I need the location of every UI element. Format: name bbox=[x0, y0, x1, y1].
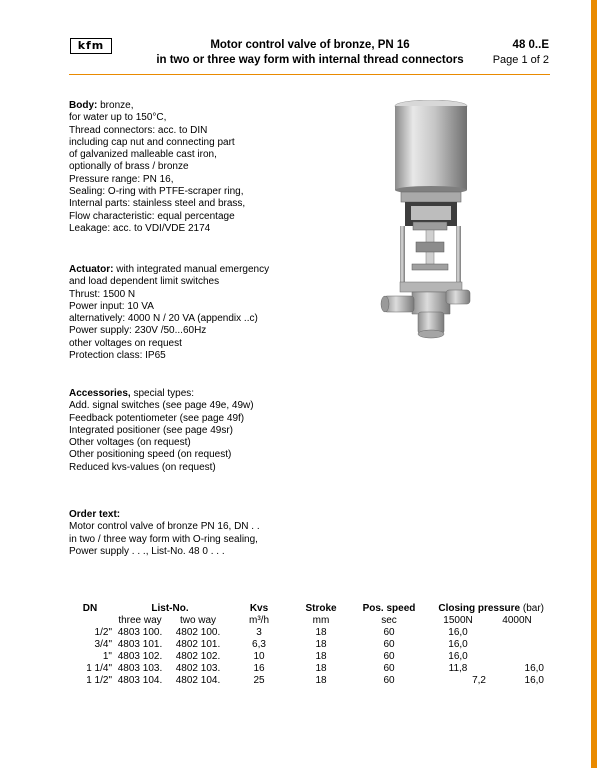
subheader-stroke-unit: mm bbox=[312, 615, 330, 626]
cell-two-way: 4802 101. bbox=[175, 639, 221, 650]
body-line: Thread connectors: acc. to DIN bbox=[69, 124, 208, 136]
cell-stroke: 18 bbox=[315, 627, 327, 638]
page-indicator: Page 1 of 2 bbox=[492, 54, 549, 66]
title-line-1: Motor control valve of bronze, PN 16 bbox=[210, 39, 410, 51]
cell-speed: 60 bbox=[383, 651, 395, 662]
cell-stroke: 18 bbox=[315, 651, 327, 662]
company-logo: kfm bbox=[70, 38, 112, 54]
body-line: Flow characteristic: equal percentage bbox=[69, 210, 235, 222]
body-first: bronze, bbox=[97, 100, 134, 111]
specification-table bbox=[68, 603, 544, 687]
cell-three-way: 4803 104. bbox=[117, 675, 163, 686]
cell-stroke: 18 bbox=[315, 675, 327, 686]
cell-p1500: 16,0 bbox=[448, 639, 468, 650]
cell-two-way: 4802 100. bbox=[175, 627, 221, 638]
table-row bbox=[68, 651, 544, 663]
body-line: including cap nut and connecting part bbox=[69, 136, 235, 148]
cell-p4000: 16,0 bbox=[524, 663, 544, 674]
cell-p1500: 16,0 bbox=[448, 651, 468, 662]
closing-pressure-unit: (bar) bbox=[520, 603, 544, 614]
cell-kvs: 10 bbox=[253, 651, 265, 662]
body-line: optionally of brass / bronze bbox=[69, 161, 189, 173]
cell-three-way: 4803 100. bbox=[117, 627, 163, 638]
accessories-label: Accessories, bbox=[69, 388, 131, 399]
col-header-list-no: List-No. bbox=[151, 603, 189, 614]
accessories-line: Other voltages (on request) bbox=[69, 437, 191, 449]
cell-dn: 1 1/4" bbox=[86, 663, 112, 674]
accessories-line: Other positioning speed (on request) bbox=[69, 449, 232, 461]
cell-stroke: 18 bbox=[315, 663, 327, 674]
order-text-section bbox=[69, 509, 329, 558]
cell-speed: 60 bbox=[383, 663, 395, 674]
accessories-first: special types: bbox=[130, 388, 195, 399]
cell-dn: 1 1/2" bbox=[86, 675, 112, 686]
subheader-three-way: three way bbox=[118, 615, 162, 626]
body-line: Pressure range: PN 16, bbox=[69, 173, 174, 185]
col-header-pos-speed: Pos. speed bbox=[362, 603, 416, 614]
cell-two-way: 4802 103. bbox=[175, 663, 221, 674]
cell-speed: 60 bbox=[383, 675, 395, 686]
order-line: Motor control valve of bronze PN 16, DN . . bbox=[69, 521, 260, 533]
accessories-line: Integrated positioner (see page 49sr) bbox=[69, 424, 233, 436]
page-title bbox=[130, 38, 490, 68]
document-number: 48 0..E bbox=[512, 39, 549, 51]
title-line-2: in two or three way form with internal thread connectors bbox=[156, 54, 464, 66]
col-header-closing-pressure bbox=[426, 603, 544, 615]
actuator-line: and load dependent limit switches bbox=[69, 276, 220, 288]
cell-stroke: 18 bbox=[315, 639, 327, 650]
accessories-line: Reduced kvs-values (on request) bbox=[69, 461, 216, 473]
cell-p4000 bbox=[490, 639, 544, 651]
col-header-kvs: Kvs bbox=[249, 603, 269, 614]
col-header-dn: DN bbox=[82, 603, 98, 614]
body-line: Internal parts: stainless steel and brass, bbox=[69, 198, 246, 210]
body-section bbox=[69, 100, 329, 235]
accessories-section bbox=[69, 388, 329, 474]
cell-dn: 1" bbox=[102, 651, 112, 662]
actuator-line: Power supply: 230V /50...60Hz bbox=[69, 325, 207, 337]
cell-three-way: 4803 101. bbox=[117, 639, 163, 650]
header-divider bbox=[69, 74, 550, 75]
valve-product-image bbox=[378, 100, 478, 340]
cell-p4000: 16,0 bbox=[524, 675, 544, 686]
table-row bbox=[68, 663, 544, 675]
body-label: Body: bbox=[69, 100, 98, 111]
cell-kvs: 6,3 bbox=[252, 639, 266, 650]
actuator-first: with integrated manual emergency bbox=[113, 264, 270, 275]
cell-kvs: 25 bbox=[253, 675, 265, 686]
order-line: in two / three way form with O-ring sealing, bbox=[69, 533, 258, 545]
cell-p1500: 7,2 bbox=[472, 675, 486, 686]
subheader-speed-unit: sec bbox=[381, 615, 397, 626]
actuator-line: Protection class: IP65 bbox=[69, 350, 166, 362]
body-line: of galvanized malleable cast iron, bbox=[69, 149, 217, 161]
cell-p1500: 11,8 bbox=[448, 663, 468, 674]
cell-kvs: 16 bbox=[253, 663, 265, 674]
order-line: Power supply . . ., List-No. 48 0 . . . bbox=[69, 545, 225, 557]
subheader-1500n: 1500N bbox=[443, 615, 473, 626]
cell-kvs: 3 bbox=[256, 627, 262, 638]
cell-two-way: 4802 104. bbox=[175, 675, 221, 686]
actuator-section bbox=[69, 264, 349, 362]
col-header-stroke: Stroke bbox=[305, 603, 337, 614]
actuator-line: alternatively: 4000 N / 20 VA (appendix ..c) bbox=[69, 313, 258, 325]
subheader-4000n: 4000N bbox=[502, 615, 532, 626]
page-edge-bar bbox=[591, 0, 597, 768]
actuator-label: Actuator: bbox=[69, 264, 114, 275]
cell-speed: 60 bbox=[383, 627, 395, 638]
cell-p4000 bbox=[490, 651, 544, 663]
actuator-line: Power input: 10 VA bbox=[69, 300, 154, 312]
table-row bbox=[68, 675, 544, 687]
table-header-row bbox=[68, 603, 544, 615]
cell-speed: 60 bbox=[383, 639, 395, 650]
table-row bbox=[68, 639, 544, 651]
actuator-line: other voltages on request bbox=[69, 337, 182, 349]
cell-three-way: 4803 102. bbox=[117, 651, 163, 662]
document-number-block bbox=[493, 38, 549, 68]
body-line: for water up to 150°C, bbox=[69, 112, 167, 124]
body-line: Sealing: O-ring with PTFE-scraper ring, bbox=[69, 186, 244, 198]
closing-pressure-label: Closing pressure bbox=[438, 603, 521, 614]
cell-p4000 bbox=[490, 627, 544, 639]
subheader-two-way: two way bbox=[179, 615, 217, 626]
subheader-kvs-unit: m³/h bbox=[249, 615, 269, 626]
actuator-line: Thrust: 1500 N bbox=[69, 288, 136, 300]
accessories-line: Add. signal switches (see page 49e, 49w) bbox=[69, 400, 254, 412]
body-line: Leakage: acc. to VDI/VDE 2174 bbox=[69, 222, 211, 234]
cell-dn: 1/2" bbox=[94, 627, 112, 638]
cell-dn: 3/4" bbox=[94, 639, 112, 650]
cell-two-way: 4802 102. bbox=[175, 651, 221, 662]
cell-p1500: 16,0 bbox=[448, 627, 468, 638]
table-subheader-row bbox=[68, 615, 544, 627]
order-label: Order text: bbox=[69, 509, 121, 520]
cell-three-way: 4803 103. bbox=[117, 663, 163, 674]
accessories-line: Feedback potentiometer (see page 49f) bbox=[69, 412, 245, 424]
table-row bbox=[68, 627, 544, 639]
